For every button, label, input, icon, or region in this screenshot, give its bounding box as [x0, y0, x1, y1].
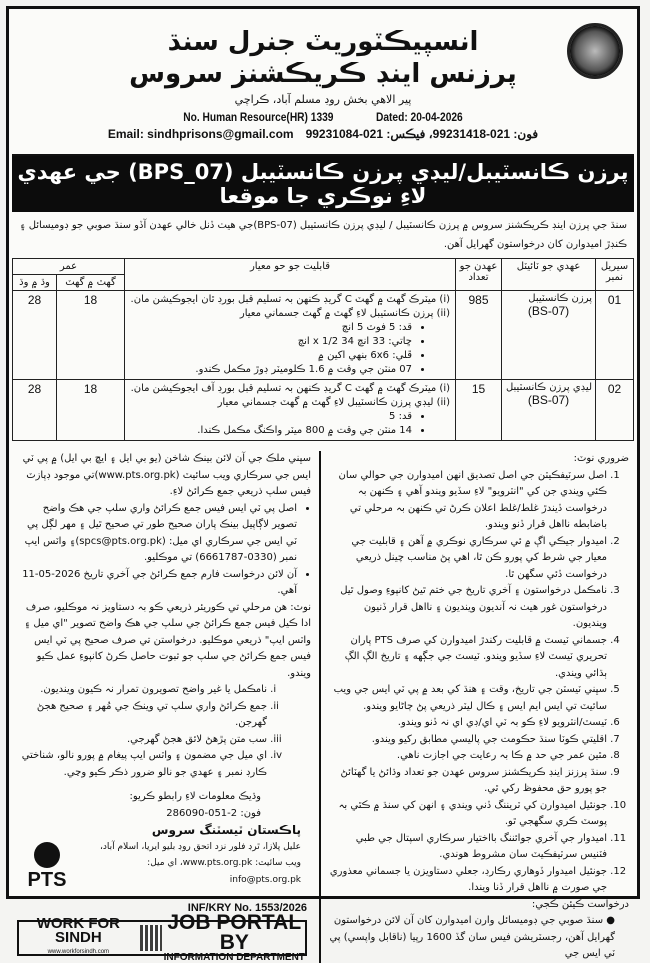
note-item: 6. ٽيسٽ/انٽرويو لاءِ ڪو بہ ٽي اي/ڊي اي نہ ڏنو ويندو.	[329, 715, 607, 732]
header: انسپيڪٽوريٽ جنرل سنڌ پرزنس اينڊ ڪريڪشنز سروس پير الاهي بخش روڊ مسلم آباد، ڪراچي No. Human Resource(HR) 1339 Dated: 20-04-2026 Email: sindhprisons@gmail.com فون: 021-99231418، فيڪس: 021-99231084	[9, 9, 637, 154]
wfs-text: WORK FOR SINDH	[36, 914, 121, 946]
table-row	[13, 291, 634, 380]
courier-note: نوٽ: هن مرحلي تي ڪوريئر ذريعي ڪو بہ دستاويز نہ موڪليو، صرف ادا ڪيل فيس جمع ڪرائڻ جي سلپ جي هڪ واضح تصوير "اي ميل ۽ واٽس ايپ" ذريعي موڪليو. درخواستن تي صرف صحيح پي ٽي ايس فيس جمع ڪرائڻ جي سلپ جو ثبوت حاصل ڪرڻ کانپوءِ عمل ڪيو ويندو.	[24, 601, 311, 679]
note-item: 4. جسماني ٽيسٽ ۾ قابليت رکندڙ اميدوارن کي صرف PTS پاران تحريري ٽيسٽ لاءِ سڏيو ويندو. ٽيسٽ جي جڳهه ۽ تاريخ الڳ الڳ ٻڌائي ويندي.	[329, 633, 607, 683]
note-item: 9. سنڌ پرزنز اينڊ ڪريڪشنز سروس عهدن جو تعداد وڌائڻ يا گهٽائڻ جو پورو حق محفوظ رکي ٿي.	[329, 765, 607, 798]
physical-item: • ڦلي: 6x6 بنهي اکين ۾	[128, 349, 412, 363]
criteria-item: (ii) ليڊي پرزن ڪانسٽيبل لاءِ گهٽ ۾ گهٽ جسماني معيار	[217, 397, 450, 408]
table-row	[13, 380, 634, 441]
pts-web-email: ويب سائيٽ: www.pts.org.pk، اي ميل: info@pts.org.pk	[147, 858, 301, 885]
intro-text: سنڌ جي پرزن اينڊ ڪريڪشنز سروس ۾ پرزن ڪانسٽيبل / ليڊي پرزن ڪانسٽيبل (BPS-07)جي هيٺ ڏنل خالي عهدن آڏو سنڌ صوبي جو ڊوميسائل ۽ ڪنڊڙ اميدوارن کان درخواستون گهرايل آهن.	[19, 220, 627, 250]
th-criteria: قابليت جو حو معيار	[125, 259, 456, 291]
th-post: عهدي جو ٽائيٽل	[502, 259, 596, 291]
post-count: 985	[456, 291, 502, 380]
criteria-item: (ii) پرزن ڪانسٽيبل لاءِ گهٽ ۾ گهٽ جسماني معيار	[239, 308, 450, 319]
pts-name: پاڪستان ٽيسٽنگ سروس	[151, 823, 301, 837]
pts-logo	[17, 842, 77, 889]
job-portal-text: JOB PORTAL BY	[167, 910, 302, 954]
note-item: 7. اقليتي ڪوٽا سنڌ حڪومت جي پاليسي مطابق رکيو ويندو.	[329, 732, 607, 749]
physical-item: • 07 منٽن جي وقت ۾ 1.6 ڪلوميٽر ڊوڙ مڪمل ڪندو.	[128, 363, 412, 377]
age-max: 28	[13, 291, 57, 380]
note-item: 11. اميدوار جي آخري جوائننگ بااختيار سرڪاري اسپتال جي طبي فٽنيس سرٽيفڪيٽ سان مشروط هوندي.	[329, 831, 607, 864]
criteria-item: (i) ميٽرڪ گهٽ ۾ گهٽ C گريڊ ڪنهن بہ تسليم قبل بورڊ آف ايجوڪيشن مان.	[130, 383, 450, 394]
note-subitem: ii. جمع ڪرائڻ واري سلپ تي وينڪ جي مُهر ۽ صحيح هجڻ گهرجن.	[17, 699, 267, 732]
important-notes: ضروري نوٽ: 1. اصل سرٽيفڪيٽن جي اصل تصديق انهن اميدوارن جي حوالي سان ڪئي ويندي جن کي "انٽرويو" لاءِ سڏيو ويندو آهي ۽ ڪنهن بہ درخواست ڏيندڙ غلط/غلط اعلان ڪرڻ تي ڪنهن بہ مرحلي تي باضابطه نااهل قرار ڏنو ويندو. 2. اميدوار جيڪي اڳ ۾ ئي سرڪاري نوڪري ۾ آهن ۽ قابليت جي معيار جي شرط کي پورو ڪن ٿا، اهي پڻ مناسب چينل ذريعي درخواست ڏئي سگهن ٿا. 3. نامڪمل درخواستون ۽ آخري تاريخ جي ختم ٿيڻ کانپوءِ وصول ٿيل درخواستون غور هيٺ نہ آنديون وينديون ۽ نااهل قرار ڏنيون وينديون. 4. جسماني ٽيسٽ ۾ قابليت رکندڙ اميدوارن کي صرف PTS پاران تحريري ٽيسٽ لاءِ سڏيو ويندو. ٽيسٽ جي جڳهه ۽ تاريخ الڳ الڳ ٻڌائي ويندي. 5. سڀني ٽيسٽن جي تاريخ، وقت ۽ هنڌ کي بعد ۾ پي ٽي ايس جي ويب سائيٽ تي ايس ايم ايس ۽ ڪال ليٽر ذريعي پڻ ڄاڻايو ويندو. 6. ٽيسٽ/انٽرويو لاءِ ڪو بہ ٽي اي/ڊي اي نہ ڏنو ويندو. 7. اقليتي ڪوٽا سنڌ حڪومت جي پاليسي مطابق رکيو ويندو. 8. مٿين عمر جي حد ۾ ڪا بہ رعايت جي اجازت ناهي. 9. سنڌ پرزنز اينڊ ڪريڪشنز سروس عهدن جو تعداد وڌائڻ يا گهٽائڻ جو پورو حق محفوظ رکي ٿي. 10. جونئيل اميدوارن کي ٽريننگ ڏني ويندي ۽ انهن کي سنڌ ۾ ڪٿي بہ پوسٽ ڪري سگهجي ٿو. 11. اميدوار جي آخري جوائننگ بااختيار سرڪاري اسپتال جي طبي فٽنيس سرٽيفڪيٽ سان مشروط هوندي. 12. جونئيل اميدوار ڏوهاري رڪارڊ، جعلي دستاويزن يا جسماني معذوري جي صورت ۾ نااهل قرار ڏنا ويندا. درخواست ڪيئن ڪجي: ● سنڌ صوبي جي ڊوميسائل وارن اميدوارن کان آن لائن درخواستون گهرايل آهن، رجسٽريشن فيس سان گڏ 1600 رپيا (ناقابل واپسي) پي ٽي ايس جي	[319, 451, 637, 963]
physical-item: • قد: 5 فوٽ 5 انچ	[128, 321, 412, 335]
info-dept-text: INFORMATION DEPARTMENT	[163, 951, 305, 963]
vacancy-table	[12, 258, 634, 441]
note-item: 12. جونئيل اميدوار ڏوهاري رڪارڊ، جعلي دستاويزن يا جسماني معذوري جي صورت ۾ نااهل قرار ڏنا ويندا.	[329, 864, 607, 897]
age-min: 18	[57, 380, 125, 441]
note-item: 8. مٿين عمر جي حد ۾ ڪا بہ رعايت جي اجازت ناهي.	[329, 748, 607, 765]
phone: 021-99231418	[432, 127, 511, 141]
serial: 01	[596, 291, 634, 380]
serial: 02	[596, 380, 634, 441]
phone-label: فون:	[513, 127, 539, 141]
th-age-min: گهٽ ۾ گهٽ	[57, 275, 125, 291]
job-advertisement	[6, 6, 640, 963]
criteria-item: (i) ميٽرڪ گهٽ ۾ گهٽ C گريڊ ڪنهن بہ تسليم قبل بورڊ ٿان ايجوڪيشن مان.	[130, 294, 450, 305]
note-item: 5. سڀني ٽيسٽن جي تاريخ، وقت ۽ هنڌ کي بعد ۾ پي ٽي ايس جي ويب سائيٽ تي ايس ايم ايس ۽ ڪال ليٽر ذريعي پڻ ڄاڻايو ويندو.	[329, 682, 607, 715]
org-title: انسپيڪٽوريٽ جنرل سنڌ	[167, 27, 479, 57]
pts-logo-text: PTS	[27, 868, 67, 891]
th-age-max: وڌ ۾ وڌ	[13, 275, 57, 291]
pts-address: عليل پلازا، ٿرڊ فلور نزد اتحق روڊ بليو ايريا، اسلام آباد،	[100, 841, 301, 852]
th-serial: سيريل نمبر	[596, 259, 634, 291]
age-min: 18	[57, 291, 125, 380]
address: پير الاهي بخش روڊ مسلم آباد، ڪراچي	[234, 93, 412, 106]
th-age: عمر	[13, 259, 125, 275]
application-details	[9, 451, 319, 963]
note-subitem: iv. اي ميل جي مضمون ۽ واٽس ايپ پيغام ۾ پورو نالو، شناختي ڪارڊ نمبر ۽ عهدي جو نالو ضرور ذڪر ڪيو وڃي.	[17, 748, 267, 781]
note-subitem: i. نامڪمل يا غير واضح تصويرون تمرار نہ ڪيون وينديون.	[17, 682, 267, 699]
note-subitem: iii. سب متن پڙهڻ لائق هجڻ گهرجي.	[17, 732, 267, 749]
how-to-apply-text: سنڌ صوبي جي ڊوميسائل وارن اميدوارن کان آن لائن درخواستون گهرايل آهن، رجسٽريشن فيس سان گڏ 1600 رپيا (ناقابل واپسي) پي ٽي ايس جي	[329, 915, 615, 959]
note-item: 3. نامڪمل درخواستون ۽ آخري تاريخ جي ختم ٿيڻ کانپوءِ وصول ٿيل درخواستون غور هيٺ نہ آنديون وينديون ۽ نااهل قرار ڏنيون وينديون.	[329, 583, 607, 633]
note-item: 10. جونئيل اميدوارن کي ٽريننگ ڏني ويندي ۽ انهن کي سنڌ ۾ ڪٿي بہ پوسٽ ڪري سگهجي ٿو.	[329, 798, 607, 831]
post-title: ليڊي پرزن ڪانسٽيبل	[505, 382, 592, 393]
qr-code-icon	[140, 925, 162, 951]
fax: 021-99231084	[305, 127, 383, 141]
physical-item: • ڇاتي: 33 انچ x 1/2 34 انچ	[128, 335, 412, 349]
physical-item: • قد: 5	[128, 410, 412, 424]
physical-item: • 14 منٽن جي وقت ۾ 800 ميٽر واڪنگ مڪمل ڪندا.	[128, 424, 412, 438]
sindh-prisons-logo	[567, 23, 623, 79]
deadline-bullet: • آن لائن درخواست فارم جمع ڪرائڻ جي آخري تاريخ 2026-05-11 آهي.	[17, 567, 297, 600]
ref-number: No. Human Resource(HR) 1339	[183, 110, 334, 124]
contact-phone: فون: 2-051-286090	[166, 807, 261, 819]
work-for-sindh-logo	[19, 914, 138, 959]
note-item: 1. اصل سرٽيفڪيٽن جي اصل تصديق انهن اميدوارن جي حوالي سان ڪئي ويندي جن کي "انٽرويو" لاءِ سڏيو ويندو آهي ۽ ڪنهن بہ درخواست ڏيندڙ غلط/غلط اعلان ڪرڻ تي ڪنهن بہ مرحلي تي باضابطه نااهل قرار ڏنو ويندو.	[329, 468, 607, 534]
org-subtitle: پرزنس اينڊ ڪريڪشنز سروس	[129, 59, 517, 89]
job-portal-banner	[17, 910, 307, 963]
headline-banner: پرزن ڪانسٽيبل/ليڊي پرزن ڪانسٽيبل (BPS_07) جي عهدي لاءِ نوڪري جا موقعا	[12, 154, 634, 212]
contact-title: وڌيڪ معلومات لاءِ رابطو ڪريو:	[129, 791, 261, 802]
post-grade: (BS-07)	[527, 304, 570, 318]
post-count: 15	[456, 380, 502, 441]
fax-label: فيڪس:	[386, 127, 426, 141]
date: Dated: 20-04-2026	[375, 110, 463, 124]
post-grade: (BS-07)	[527, 393, 570, 407]
fee-bullet: • اصل پي ٽي ايس فيس جمع ڪرائڻ واري سلپ جي هڪ واضح تصوير لاڳاپيل بينڪ پاران صحيح طور تي صحيح ٿيل ۽ مهر لڳل پي ٽي ايس جي سرڪاري اي ميل: (spcs@pts.org.pk)۽ واٽس ايپ نمبر (0330-6661787) تي موڪليو.	[17, 501, 297, 567]
note-item: 2. اميدوار جيڪي اڳ ۾ ئي سرڪاري نوڪري ۾ آهن ۽ قابليت جي معيار جي شرط کي پورو ڪن ٿا، اهي پڻ مناسب چينل ذريعي درخواست ڏئي سگهن ٿا.	[329, 534, 607, 584]
post-title: پرزن ڪانسٽيبل	[528, 293, 592, 304]
age-max: 28	[13, 380, 57, 441]
inf-number: INF/KRY No. 1553/2026	[187, 902, 307, 914]
email: Email: sindhprisons@gmail.com	[107, 127, 294, 141]
th-count: عهدن جو تعداد	[456, 259, 502, 291]
fee-paragraph: سڀني ملڪ جي آن لائن بينڪ شاخن (يو بي ايل ۽ ايڇ بي ايل) ۾ پي ٽي ايس جي سرڪاري ويب سائيٽ (www.pts.org.pk)تي موجود ڊپازٽ فيس سلپ ذريعي جمع ڪرائڻ لاءِ.	[22, 453, 311, 497]
notes-title: ضروري نوٽ:	[573, 453, 629, 464]
wfs-url: www.workforsindh.com	[47, 948, 110, 955]
how-to-apply-title: درخواست ڪيئن ڪجي:	[531, 898, 629, 910]
